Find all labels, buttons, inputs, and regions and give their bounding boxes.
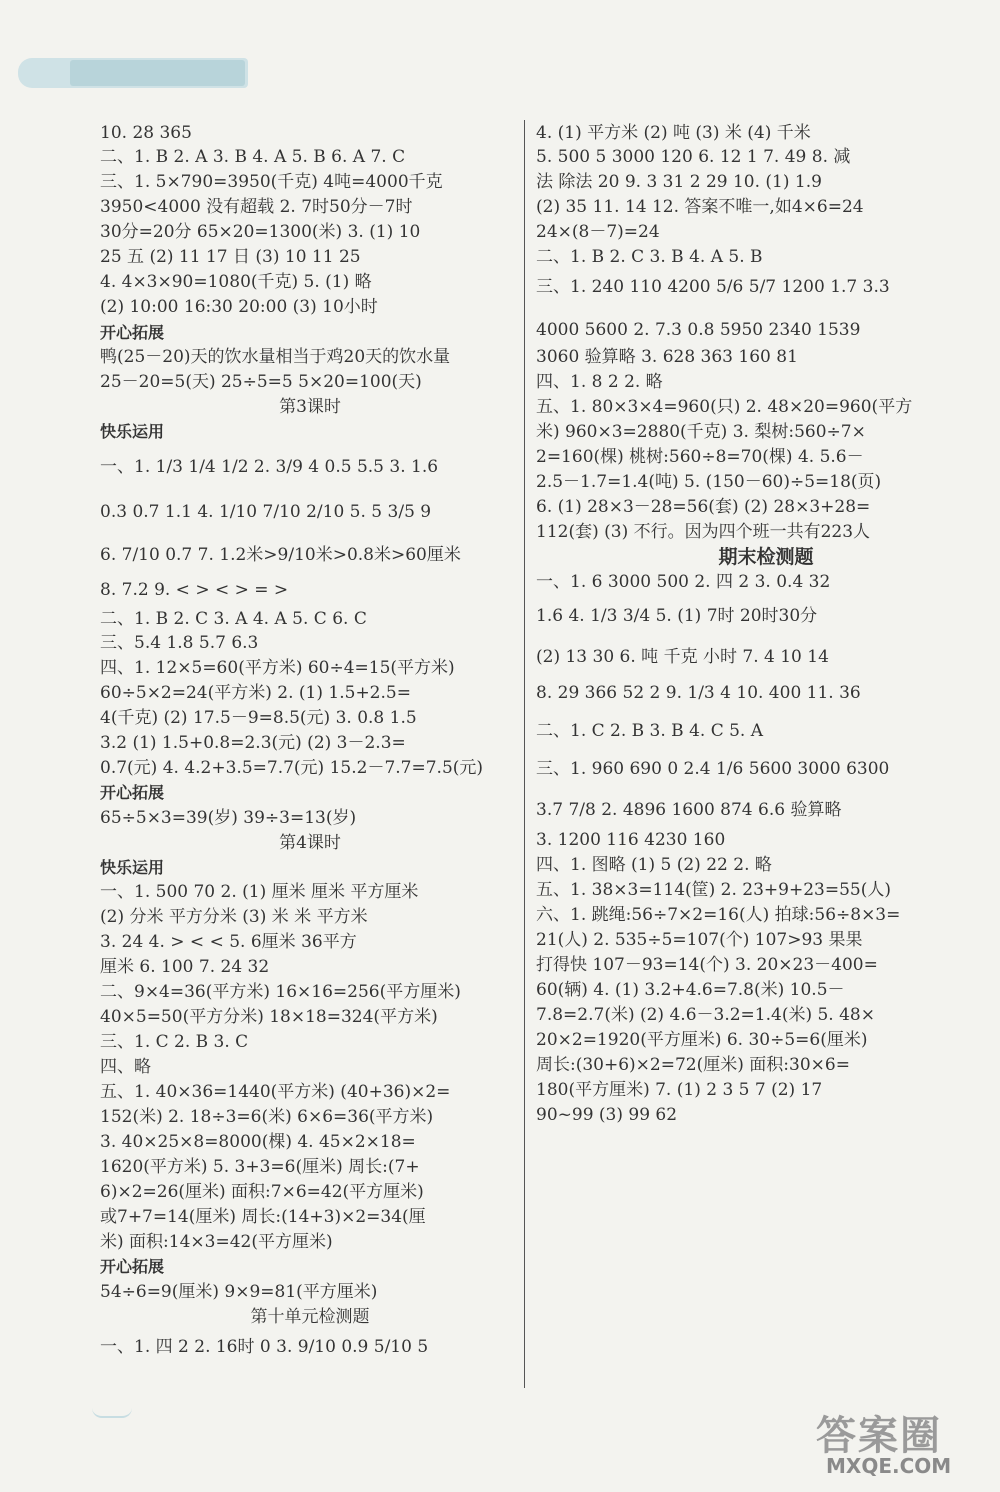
left-line: 五、1. 40×36=1440(平方米) (40+36)×2= [100, 1082, 451, 1102]
left-line: 快乐运用 [100, 422, 165, 441]
right-line: 二、1. C 2. B 3. B 4. C 5. A [536, 721, 764, 741]
column-divider [524, 120, 525, 1388]
right-line: (2) 35 11. 14 12. 答案不唯一,如4×6=24 [536, 197, 864, 217]
left-line: (2) 分米 平方分米 (3) 米 米 平方米 [100, 907, 368, 927]
right-line: 112(套) (3) 不行。因为四个班一共有223人 [536, 522, 871, 542]
left-line: 开心拓展 [100, 783, 165, 802]
left-line: 厘米 6. 100 7. 24 32 [100, 957, 270, 977]
right-line: 4000 5600 2. 7.3 0.8 5950 2340 1539 [536, 320, 861, 340]
right-line: 六、1. 跳绳:56÷7×2=16(人) 拍球:56÷8×3= [536, 905, 901, 925]
right-line: 180(平方厘米) 7. (1) 2 3 5 7 (2) 17 [536, 1080, 823, 1100]
right-line: 法 除法 20 9. 3 31 2 29 10. (1) 1.9 [536, 172, 822, 192]
left-line: 开心拓展 [100, 1257, 165, 1276]
right-line: 2=160(棵) 桃树:560÷8=70(棵) 4. 5.6－ [536, 447, 864, 467]
right-line: 8. 29 366 52 2 9. 1/3 4 10. 400 11. 36 [536, 683, 861, 703]
right-line: 期末检测题 [718, 546, 814, 568]
left-line: 二、1. B 2. C 3. A 4. A 5. C 6. C [100, 609, 367, 629]
right-line: 四、1. 8 2 2. 略 [536, 372, 663, 392]
right-line: 5. 500 5 3000 120 6. 12 1 7. 49 8. 减 [536, 147, 851, 167]
left-line: 二、1. B 2. A 3. B 4. A 5. B 6. A 7. C [100, 147, 406, 167]
right-line: 3.7 7/8 2. 4896 1600 874 6.6 验算略 [536, 800, 842, 820]
left-line: 四、1. 12×5=60(平方米) 60÷4=15(平方米) [100, 658, 455, 678]
left-line: 第3课时 [279, 397, 341, 417]
right-line: 周长:(30+6)×2=72(厘米) 面积:30×6= [536, 1055, 850, 1075]
page-number-mark [92, 1398, 132, 1418]
left-line: 一、1. 1/3 1/4 1/2 2. 3/9 4 0.5 5.5 3. 1.6 [100, 457, 439, 477]
left-line: 4. 4×3×90=1080(千克) 5. (1) 略 [100, 272, 372, 292]
left-line: 65÷5×3=39(岁) 39÷3=13(岁) [100, 808, 357, 828]
left-line: 快乐运用 [100, 858, 165, 877]
left-line: 6)×2=26(厘米) 面积:7×6=42(平方厘米) [100, 1182, 424, 1202]
left-line: 40×5=50(平方分米) 18×18=324(平方米) [100, 1007, 438, 1027]
left-line: 3.2 (1) 1.5+0.8=2.3(元) (2) 3－2.3= [100, 733, 406, 753]
right-line: 三、1. 240 110 4200 5/6 5/7 1200 1.7 3.3 [536, 277, 890, 297]
left-line: 三、1. 5×790=3950(千克) 4吨=4000千克 [100, 172, 443, 192]
left-line: 第十单元检测题 [250, 1307, 370, 1327]
left-line: 4(千克) (2) 17.5－9=8.5(元) 3. 0.8 1.5 [100, 708, 417, 728]
right-line: 6. (1) 28×3－28=56(套) (2) 28×3+28= [536, 497, 871, 517]
right-line: 3. 1200 116 4230 160 [536, 830, 726, 850]
watermark-logo [786, 1404, 986, 1484]
left-line: 第4课时 [279, 833, 341, 853]
left-line: 或7+7=14(厘米) 周长:(14+3)×2=34(厘 [100, 1207, 426, 1227]
left-line: 54÷6=9(厘米) 9×9=81(平方厘米) [100, 1282, 378, 1302]
left-line: 鸭(25－20)天的饮水量相当于鸡20天的饮水量 [100, 347, 451, 367]
right-line: 2.5－1.7=1.4(吨) 5. (150－60)÷5=18(页) [536, 472, 882, 492]
left-line: 1620(平方米) 5. 3+3=6(厘米) 周长:(7+ [100, 1157, 420, 1177]
left-line: 6. 7/10 0.7 7. 1.2米>9/10米>0.8米>60厘米 [100, 545, 461, 565]
right-line: 打得快 107－93=14(个) 3. 20×23－400= [536, 955, 878, 975]
left-line: 0.3 0.7 1.1 4. 1/10 7/10 2/10 5. 5 3/5 9 [100, 502, 432, 522]
left-line: 30分=20分 65×20=1300(米) 3. (1) 10 [100, 222, 421, 242]
right-line: (2) 13 30 6. 吨 千克 小时 7. 4 10 14 [536, 647, 829, 667]
left-line: 0.7(元) 4. 4.2+3.5=7.7(元) 15.2－7.7=7.5(元) [100, 758, 484, 778]
right-line: 四、1. 图略 (1) 5 (2) 22 2. 略 [536, 855, 772, 875]
right-line: 4. (1) 平方米 (2) 吨 (3) 米 (4) 千米 [536, 123, 811, 143]
right-line: 7.8=2.7(米) (2) 4.6－3.2=1.4(米) 5. 48× [536, 1005, 875, 1025]
left-line: 四、略 [100, 1057, 151, 1077]
left-line: 三、5.4 1.8 5.7 6.3 [100, 633, 259, 653]
left-line: (2) 10:00 16:30 20:00 (3) 10小时 [100, 297, 378, 317]
right-line: 21(人) 2. 535÷5=107(个) 107>93 果果 [536, 930, 863, 950]
right-line: 五、1. 80×3×4=960(只) 2. 48×20=960(平方 [536, 397, 913, 417]
left-line: 二、9×4=36(平方米) 16×16=256(平方厘米) [100, 982, 461, 1002]
watermark-main-text: 答案圈 [816, 1413, 942, 1459]
right-line: 米) 960×3=2880(千克) 3. 梨树:560÷7× [536, 422, 866, 442]
left-line: 8. 7.2 9. < > < > = > [100, 580, 289, 600]
watermark-sub-text: MXQE.COM [826, 1454, 952, 1478]
right-line: 五、1. 38×3=114(筐) 2. 23+9+23=55(人) [536, 880, 892, 900]
right-line: 3060 验算略 3. 628 363 160 81 [536, 347, 798, 367]
left-line: 60÷5×2=24(平方米) 2. (1) 1.5+2.5= [100, 683, 411, 703]
left-line: 10. 28 365 [100, 123, 192, 143]
left-line: 三、1. C 2. B 3. C [100, 1032, 249, 1052]
left-line: 3. 24 4. > < < 5. 6厘米 36平方 [100, 932, 357, 952]
left-line: 一、1. 四 2 2. 16时 0 3. 9/10 0.9 5/10 5 [100, 1337, 429, 1357]
right-line: 24×(8－7)=24 [536, 222, 660, 242]
left-line: 米) 面积:14×3=42(平方厘米) [100, 1232, 333, 1252]
right-line: 1.6 4. 1/3 3/4 5. (1) 7时 20时30分 [536, 606, 818, 626]
right-line: 90~99 (3) 99 62 [536, 1105, 678, 1125]
right-line: 60(辆) 4. (1) 3.2+4.6=7.8(米) 10.5－ [536, 980, 845, 1000]
left-line: 25－20=5(天) 25÷5=5 5×20=100(天) [100, 372, 422, 392]
right-line: 三、1. 960 690 0 2.4 1/6 5600 3000 6300 [536, 759, 890, 779]
left-line: 3. 40×25×8=8000(棵) 4. 45×2×18= [100, 1132, 416, 1152]
right-line: 一、1. 6 3000 500 2. 四 2 3. 0.4 32 [536, 572, 831, 592]
left-line: 152(米) 2. 18÷3=6(米) 6×6=36(平方米) [100, 1107, 434, 1127]
left-line: 一、1. 500 70 2. (1) 厘米 厘米 平方厘米 [100, 882, 419, 902]
left-line: 3950<4000 没有超载 2. 7时50分－7时 [100, 197, 413, 217]
header-badge [70, 60, 245, 86]
right-line: 二、1. B 2. C 3. B 4. A 5. B [536, 247, 763, 267]
left-line: 25 五 (2) 11 17 日 (3) 10 11 25 [100, 247, 361, 267]
left-line: 开心拓展 [100, 323, 165, 342]
right-line: 20×2=1920(平方厘米) 6. 30÷5=6(厘米) [536, 1030, 868, 1050]
